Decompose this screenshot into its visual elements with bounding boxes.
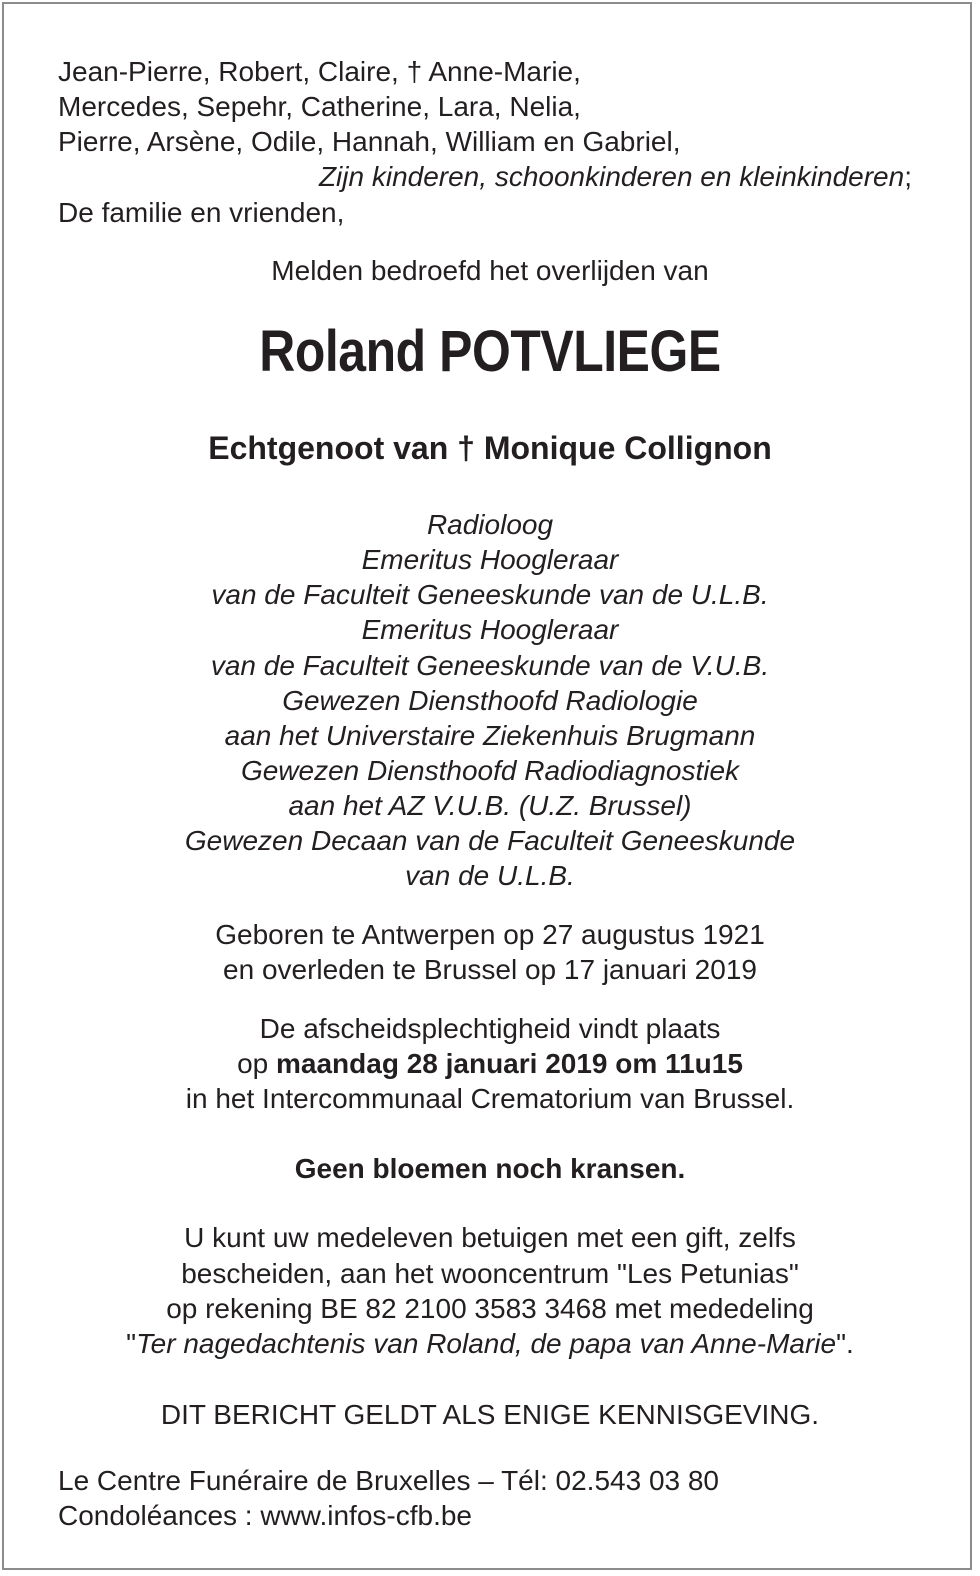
family-relation-text: Zijn kinderen, schoonkinderen en kleinkinderen bbox=[318, 161, 905, 192]
title-line: aan het AZ V.U.B. (U.Z. Brussel) bbox=[288, 790, 692, 821]
donation-line-3: op rekening BE 82 2100 3583 3468 met mededeling bbox=[166, 1293, 814, 1324]
donation-quote-close: ". bbox=[836, 1328, 854, 1359]
intro-text: Melden bedroefd het overlijden van bbox=[271, 255, 709, 286]
title-line: Gewezen Diensthoofd Radiodiagnostiek bbox=[240, 755, 740, 786]
family-line-1: Jean-Pierre, Robert, Claire, † Anne-Marie, bbox=[58, 56, 581, 87]
notice-line: DIT BERICHT GELDT ALS ENIGE KENNISGEVING. bbox=[160, 1399, 820, 1430]
ceremony-line-3: in het Intercommunaal Crematorium van Brussel. bbox=[185, 1083, 795, 1114]
donation-memo: Ter nagedachtenis van Roland, de papa van Anne-Marie bbox=[136, 1328, 837, 1359]
donation-line-4 bbox=[0, 1326, 980, 1361]
family-line-3: Pierre, Arsène, Odile, Hannah, William en Gabriel, bbox=[58, 126, 681, 157]
spouse-line: Echtgenoot van † Monique Collignon bbox=[208, 430, 772, 466]
deceased-name: Roland POTVLIEGE bbox=[259, 319, 721, 384]
ceremony-line-1: De afscheidsplechtigheid vindt plaats bbox=[259, 1013, 721, 1044]
title-line: Radioloog bbox=[426, 509, 554, 540]
donation-line-2: bescheiden, aan het wooncentrum "Les Petunias" bbox=[181, 1258, 799, 1289]
title-line: Gewezen Decaan van de Faculteit Geneeskunde bbox=[184, 825, 796, 856]
donation-line-1: U kunt uw medeleven betuigen met een gift, zelfs bbox=[184, 1222, 796, 1253]
title-line: van de U.L.B. bbox=[405, 860, 575, 891]
family-line-2: Mercedes, Sepehr, Catherine, Lara, Nelia, bbox=[58, 91, 581, 122]
title-line: van de Faculteit Geneeskunde van de V.U.B. bbox=[210, 650, 770, 681]
ceremony-prefix: op bbox=[237, 1048, 276, 1079]
family-relation bbox=[319, 159, 912, 194]
family-line-5: De familie en vrienden, bbox=[58, 197, 345, 228]
funeral-home-line-1: Le Centre Funéraire de Bruxelles – Tél: 02.543 03 80 bbox=[58, 1465, 720, 1496]
birth-line: Geboren te Antwerpen op 27 augustus 1921 bbox=[215, 919, 765, 950]
ceremony-datetime: maandag 28 januari 2019 om 11u15 bbox=[276, 1048, 743, 1079]
title-line: aan het Universtaire Ziekenhuis Brugmann bbox=[224, 720, 756, 751]
title-line: Gewezen Diensthoofd Radiologie bbox=[282, 685, 698, 716]
title-line: Emeritus Hoogleraar bbox=[361, 544, 619, 575]
donation-quote-open: " bbox=[126, 1328, 137, 1359]
title-line: Emeritus Hoogleraar bbox=[361, 614, 619, 645]
no-flowers: Geen bloemen noch kransen. bbox=[294, 1153, 686, 1184]
title-line: van de Faculteit Geneeskunde van de U.L.B. bbox=[211, 579, 769, 610]
family-relation-punct: ; bbox=[904, 161, 912, 192]
ceremony-line-2 bbox=[0, 1046, 980, 1081]
death-line: en overleden te Brussel op 17 januari 2019 bbox=[223, 954, 757, 985]
funeral-home-line-2: Condoléances : www.infos-cfb.be bbox=[58, 1500, 472, 1531]
